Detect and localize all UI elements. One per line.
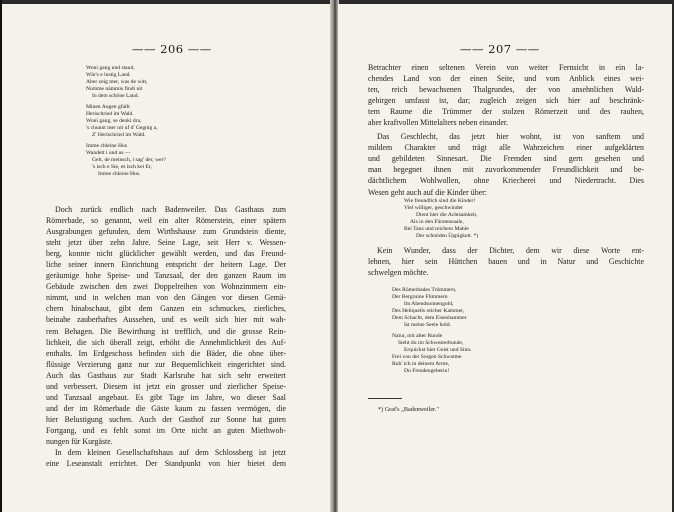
text-line: lehnen, hier sein Hüttchen bauen und in Natur und Geschichte bbox=[368, 257, 644, 267]
text-line: eine Leseanstalt errichtet. Der Standpunkt von hier bietet dem bbox=[46, 459, 286, 469]
text-line: In dem kleinen Gesellschaftshaus auf dem Schlossberg ist jetzt bbox=[55, 448, 286, 458]
poem-stanza bbox=[86, 143, 166, 178]
text-line: und gebildeten Sinnesart. Die Fremden sind gern gesehen und bbox=[368, 154, 644, 164]
poem-line: Erquickst hier Geist und Sinn. bbox=[404, 347, 472, 353]
text-line: und verbessert. Diesem ist jetzt ein grosser und zierlicher Speise- bbox=[46, 381, 286, 391]
footnote: *) Graf's „Badenweiler." bbox=[378, 406, 439, 413]
poem-stanza bbox=[392, 287, 472, 329]
text-line: Das Geschlecht, das jetzt hier wohnt, ist von sanftem und bbox=[377, 132, 644, 142]
poem-line: Als in den Fürstensaale, bbox=[410, 219, 464, 225]
poem-line: Aber zeig mer, was de witt, bbox=[86, 79, 148, 85]
right-prose-top bbox=[368, 62, 644, 198]
text-line: schwelgen möchte. bbox=[368, 268, 429, 278]
text-line: nungen für Kurgäste. bbox=[46, 436, 113, 446]
text-line: Betrachter einen seltenen Verein von weiter Fernsicht in ein la- bbox=[368, 63, 644, 72]
poem-line: Dient hier die Achtsamkeit, bbox=[416, 212, 478, 218]
poem-line: Wandelt i und us — bbox=[86, 150, 131, 156]
text-line: dächtlichem Wohlwollen, ohne Kriecherei und Niedertracht. Dies bbox=[368, 176, 644, 186]
text-line: hier Belustigung suchen. Auch der Gasthof zur Sonne hat guten bbox=[46, 414, 286, 424]
poem-line: Ruh' ich in deinem Arme, bbox=[392, 361, 450, 367]
poem-line: Des Römerbades Trümmern, bbox=[392, 287, 457, 293]
poem-line: Numme nämmis findi nit bbox=[86, 86, 143, 92]
poem-line: Gelt, de meinsch, i sag' der, wer? bbox=[92, 157, 166, 163]
poem-line: Frei von der Sorgen Schwarme bbox=[392, 354, 462, 360]
poem-line: Wär's e lustig Land. bbox=[86, 72, 131, 78]
right-page-number: —— 207 —— bbox=[460, 42, 540, 56]
text-line: berg, konnte nicht glücklicher gewählt werden, und das Freund- bbox=[46, 249, 286, 259]
text-line: nimmt, und in welchen man von den Gängen vor diesen Gemä- bbox=[46, 293, 286, 303]
right-page bbox=[338, 4, 672, 512]
poem-line: Minen Augen gfallt bbox=[86, 104, 130, 110]
text-line: ten, reich bewachsenen Thalgrundes, der von ansehnlichen Wald- bbox=[368, 85, 644, 95]
poem-line: Des Heilquells reicher Kammer, bbox=[392, 308, 465, 314]
poem-line: Steht du im Schwesterbunde, bbox=[398, 340, 464, 346]
text-line: mildem Charakter und trägt alle Wahrzeichen einer aufgeklärten bbox=[368, 143, 644, 153]
poem-line: Herischried im Wald. bbox=[86, 111, 134, 117]
footnote-rule bbox=[368, 398, 402, 399]
right-poem-1 bbox=[404, 198, 478, 240]
poem-line: Dem Schacht, dem Eisenhammer bbox=[392, 315, 467, 321]
text-line: gebirgen umfasst ist, dar; zugleich zeigen sich hier auf beschränk- bbox=[368, 96, 644, 106]
text-line: enthalts. Im Erdgeschoss befinden sich die Bäder, die ohne über- bbox=[46, 348, 286, 358]
text-line: Auch das Gasthaus zur Stadt Karlsruhe hat sich sehr erweitert bbox=[46, 370, 286, 380]
poem-stanza bbox=[86, 104, 166, 139]
text-line: chern hinabschaut, gibt dem Ganzen ein schmuckes, zierliches, bbox=[46, 304, 286, 314]
left-page-number: —— 206 —— bbox=[132, 42, 212, 56]
poem-line: Der Bergruine Flimmern bbox=[392, 294, 448, 300]
poem-line: Ist meine Seele hold. bbox=[404, 322, 451, 328]
left-prose bbox=[46, 204, 286, 469]
right-poem-2 bbox=[392, 287, 472, 379]
poem-line: Bei Tanz und reichem Mahle bbox=[404, 226, 469, 232]
poem-line: Wie freundlich sind die Kinder! bbox=[404, 198, 476, 204]
text-line: Ausgrabungen gefunden, dem Wirthshause zum Grundstein diente, bbox=[46, 227, 286, 237]
poem-line: Woni gang und staud, bbox=[86, 65, 135, 71]
text-line: man begegnet ihnen mit zuvorkommender Freundlichkeit und be- bbox=[368, 165, 644, 175]
poem-line: 's chunnt mer nit uf d' Gegnig a, bbox=[86, 125, 158, 131]
text-line: tem Raume die Trümmer der stolzen Römerzeit und des rauhen, bbox=[368, 107, 644, 117]
poem-line: Im Abendsonnengold, bbox=[404, 301, 454, 307]
left-poem bbox=[86, 65, 166, 182]
text-line: flüssige Verzierung ganz nur zur Bequemlichkeit eingerichtet sind. bbox=[46, 359, 286, 369]
text-line: steht jetzt über zehn Jahre. Seine Lage, seit Herr v. Wessen- bbox=[46, 238, 286, 248]
poem-stanza bbox=[392, 333, 472, 375]
text-line: und der im Römerbade die Gäste kaum zu fassen vermögen, die bbox=[46, 403, 286, 413]
text-line: Doch zurück endlich nach Badenweiler. Das Gasthaus zum bbox=[55, 205, 286, 214]
text-line: Römerbade, so genannt, weil ein alter Römerstein, einer spätern bbox=[46, 216, 286, 226]
poem-line: Woni gang, se denki dra, bbox=[86, 118, 142, 124]
left-page bbox=[2, 4, 332, 512]
text-line: chendes Land von der einen Seite, und vom Anblick eines wei- bbox=[368, 74, 644, 84]
text-line: lichkeit, die sich überall zeigt, erhöht die Annehmlichkeit des Auf- bbox=[46, 337, 286, 347]
text-line: aber kraftvollen Mittelalters neben einander. bbox=[368, 118, 509, 128]
text-line: liche seiner innern Einrichtung entspricht der heitern Lage. Der bbox=[46, 260, 286, 270]
poem-line: 's isch e Sie, es isch kei Er, bbox=[92, 164, 152, 170]
poem-line: Du Freudengeberin! bbox=[404, 368, 450, 374]
poem-line: Imme chleine Hus bbox=[86, 143, 128, 149]
poem-line: Der schnöden Üppigkeit. *) bbox=[416, 233, 479, 239]
text-line: Kein Wunder, dass der Dichter, dem wir diese Worte ent- bbox=[377, 246, 644, 255]
text-line: Fortgang, und es fehlt sonst im Orte nicht an guten Miethwoh- bbox=[46, 425, 286, 435]
right-prose-mid bbox=[368, 245, 644, 278]
poem-line: In dem schöne Land. bbox=[92, 93, 139, 99]
poem-line: Z' Herischried im Wald. bbox=[92, 132, 146, 138]
text-line: geräumige hohe Speise- und Tanzsaal, der den ganzen Raum im bbox=[46, 271, 286, 281]
poem-line: Imme chleine Hus. bbox=[98, 171, 141, 177]
poem-stanza bbox=[86, 65, 166, 100]
poem-line: Viel williger, geschwinder bbox=[404, 205, 463, 211]
poem-line: Natur, mit alter Runde bbox=[392, 333, 443, 339]
text-line: rem Behagen. Die Bewirthung ist trefflich, und die grosse Rein- bbox=[46, 326, 286, 336]
text-line: und Tanzsaal angebaut. Es gibt Tage im Jahre, wo dieser Saal bbox=[46, 392, 286, 402]
text-line: Gebäude zwischen den zwei Doppelreihen von Wohnzimmern ein- bbox=[46, 282, 286, 292]
text-line: beinahe zauberhaftes Aussehen, und es weilt sich hier mit wah- bbox=[46, 315, 286, 325]
text-line: Wesen geht auch auf die Kinder über: bbox=[368, 187, 487, 197]
